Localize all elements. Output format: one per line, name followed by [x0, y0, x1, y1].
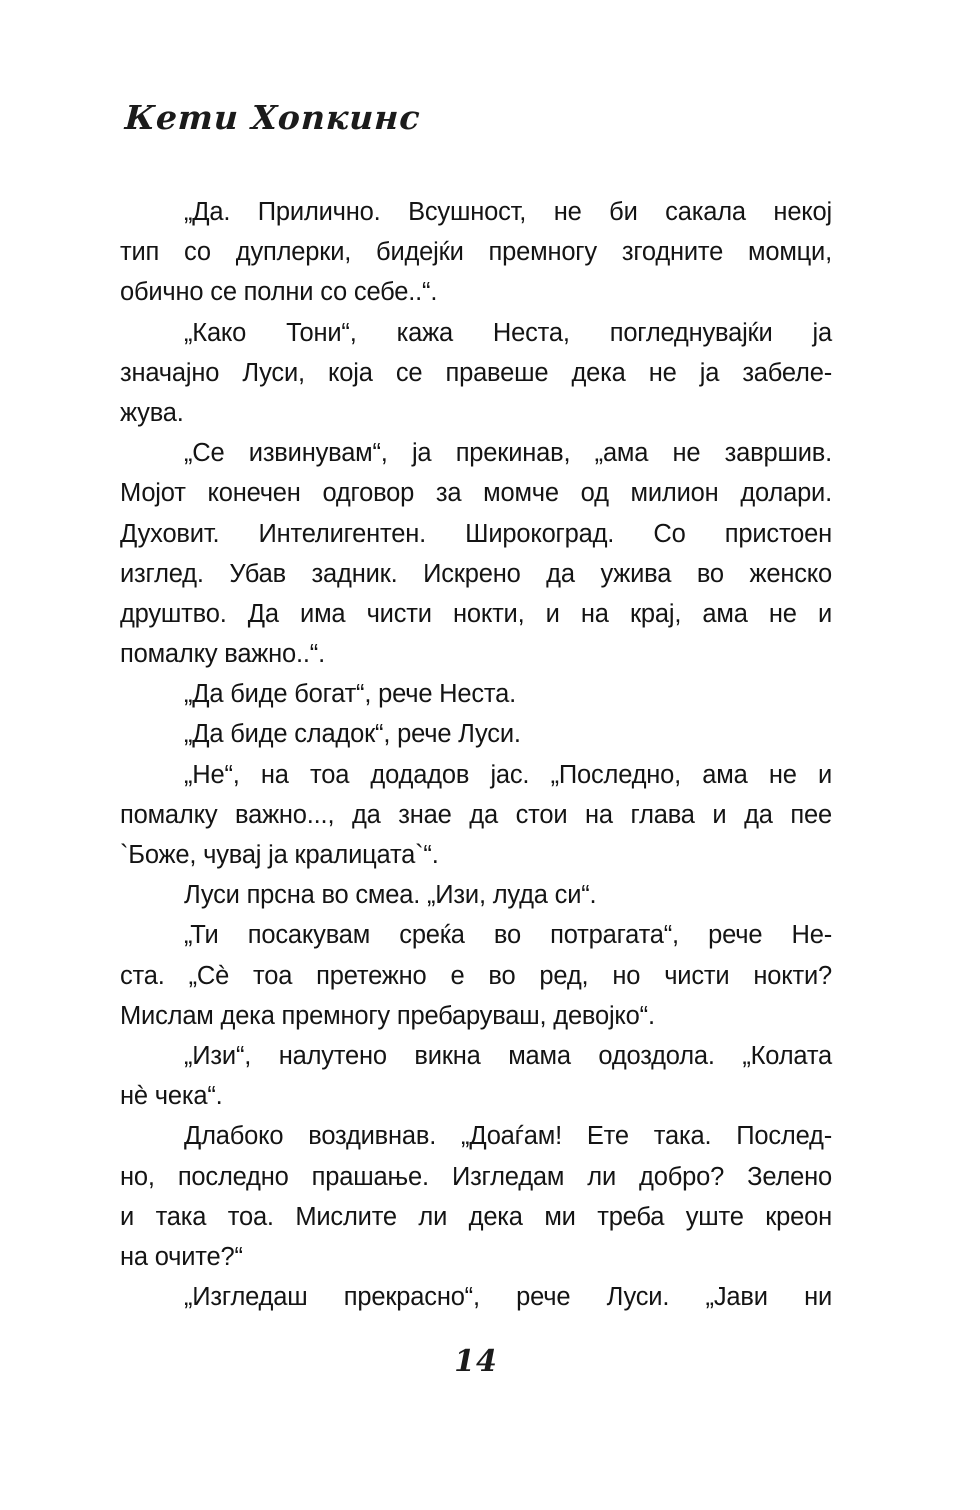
text-line: изглед. Убав задник. Искрено да ужива во женско: [120, 559, 832, 588]
text-line: „Како Тони“, кажа Неста, погледнувајќи ја: [184, 318, 832, 347]
text-line: Луси прсна во смеа. „Изи, луда си“.: [184, 881, 597, 910]
text-line: жува.: [120, 398, 184, 427]
text-line: на очите?“: [120, 1242, 243, 1271]
text-line: обично се полни со себе..“.: [120, 278, 438, 307]
text-line: нѐ чека“.: [120, 1082, 223, 1111]
text-line: друштво. Да има чисти нокти, и на крај, ама не и: [120, 599, 832, 628]
text-line: ста. „Сѐ тоа претежно е во ред, но чисти нокти?: [120, 961, 832, 990]
text-line: Длабоко воздивнав. „Доаѓам! Ете така. Послед-: [184, 1122, 832, 1151]
text-line: помалку важно..“.: [120, 640, 325, 669]
text-line: Мојот конечен одговор за момче од милион долари.: [120, 479, 832, 508]
text-line: „Да биде богат“, рече Неста.: [184, 680, 516, 709]
text-line: значајно Луси, која се правеше дека не ја забеле-: [120, 358, 832, 387]
text-line: „Изи“, налутено викна мама одоздола. „Колата: [184, 1041, 832, 1070]
text-line: „Изгледаш прекрасно“, рече Луси. „Јави ни: [184, 1283, 832, 1312]
text-line: Мислам дека премногу пребаруваш, девојко“.: [120, 1001, 655, 1030]
body-text: [120, 192, 832, 1317]
text-line: „Да биде сладок“, рече Луси.: [184, 720, 521, 749]
running-header-author: Кети Хопкинс: [124, 98, 422, 137]
text-line: „Ти посакувам среќа во потрагата“, рече Не-: [184, 921, 832, 950]
text-line: „Да. Прилично. Всушност, не би сакала некој: [184, 198, 832, 226]
text-line: и така тоа. Мислите ли дека ми треба уште креон: [120, 1202, 832, 1231]
text-line: „Не“, на тоа додадов јас. „Последно, ама не и: [184, 760, 832, 789]
text-line: Духовит. Интелигентен. Широкоград. Со пристоен: [120, 519, 832, 548]
text-line: `Боже, чувај ја кралицата`“.: [120, 841, 439, 869]
text-line: тип со дуплерки, бидејќи премногу згодните момци,: [120, 238, 832, 267]
text-line: но, последно прашање. Изгледам ли добро? Зелено: [120, 1162, 832, 1191]
text-line: помалку важно..., да знае да стои на глава и да пее: [120, 800, 832, 829]
text-line: „Се извинувам“, ја прекинав, „ама не завршив.: [184, 439, 832, 468]
page-number: 14: [454, 1344, 498, 1379]
